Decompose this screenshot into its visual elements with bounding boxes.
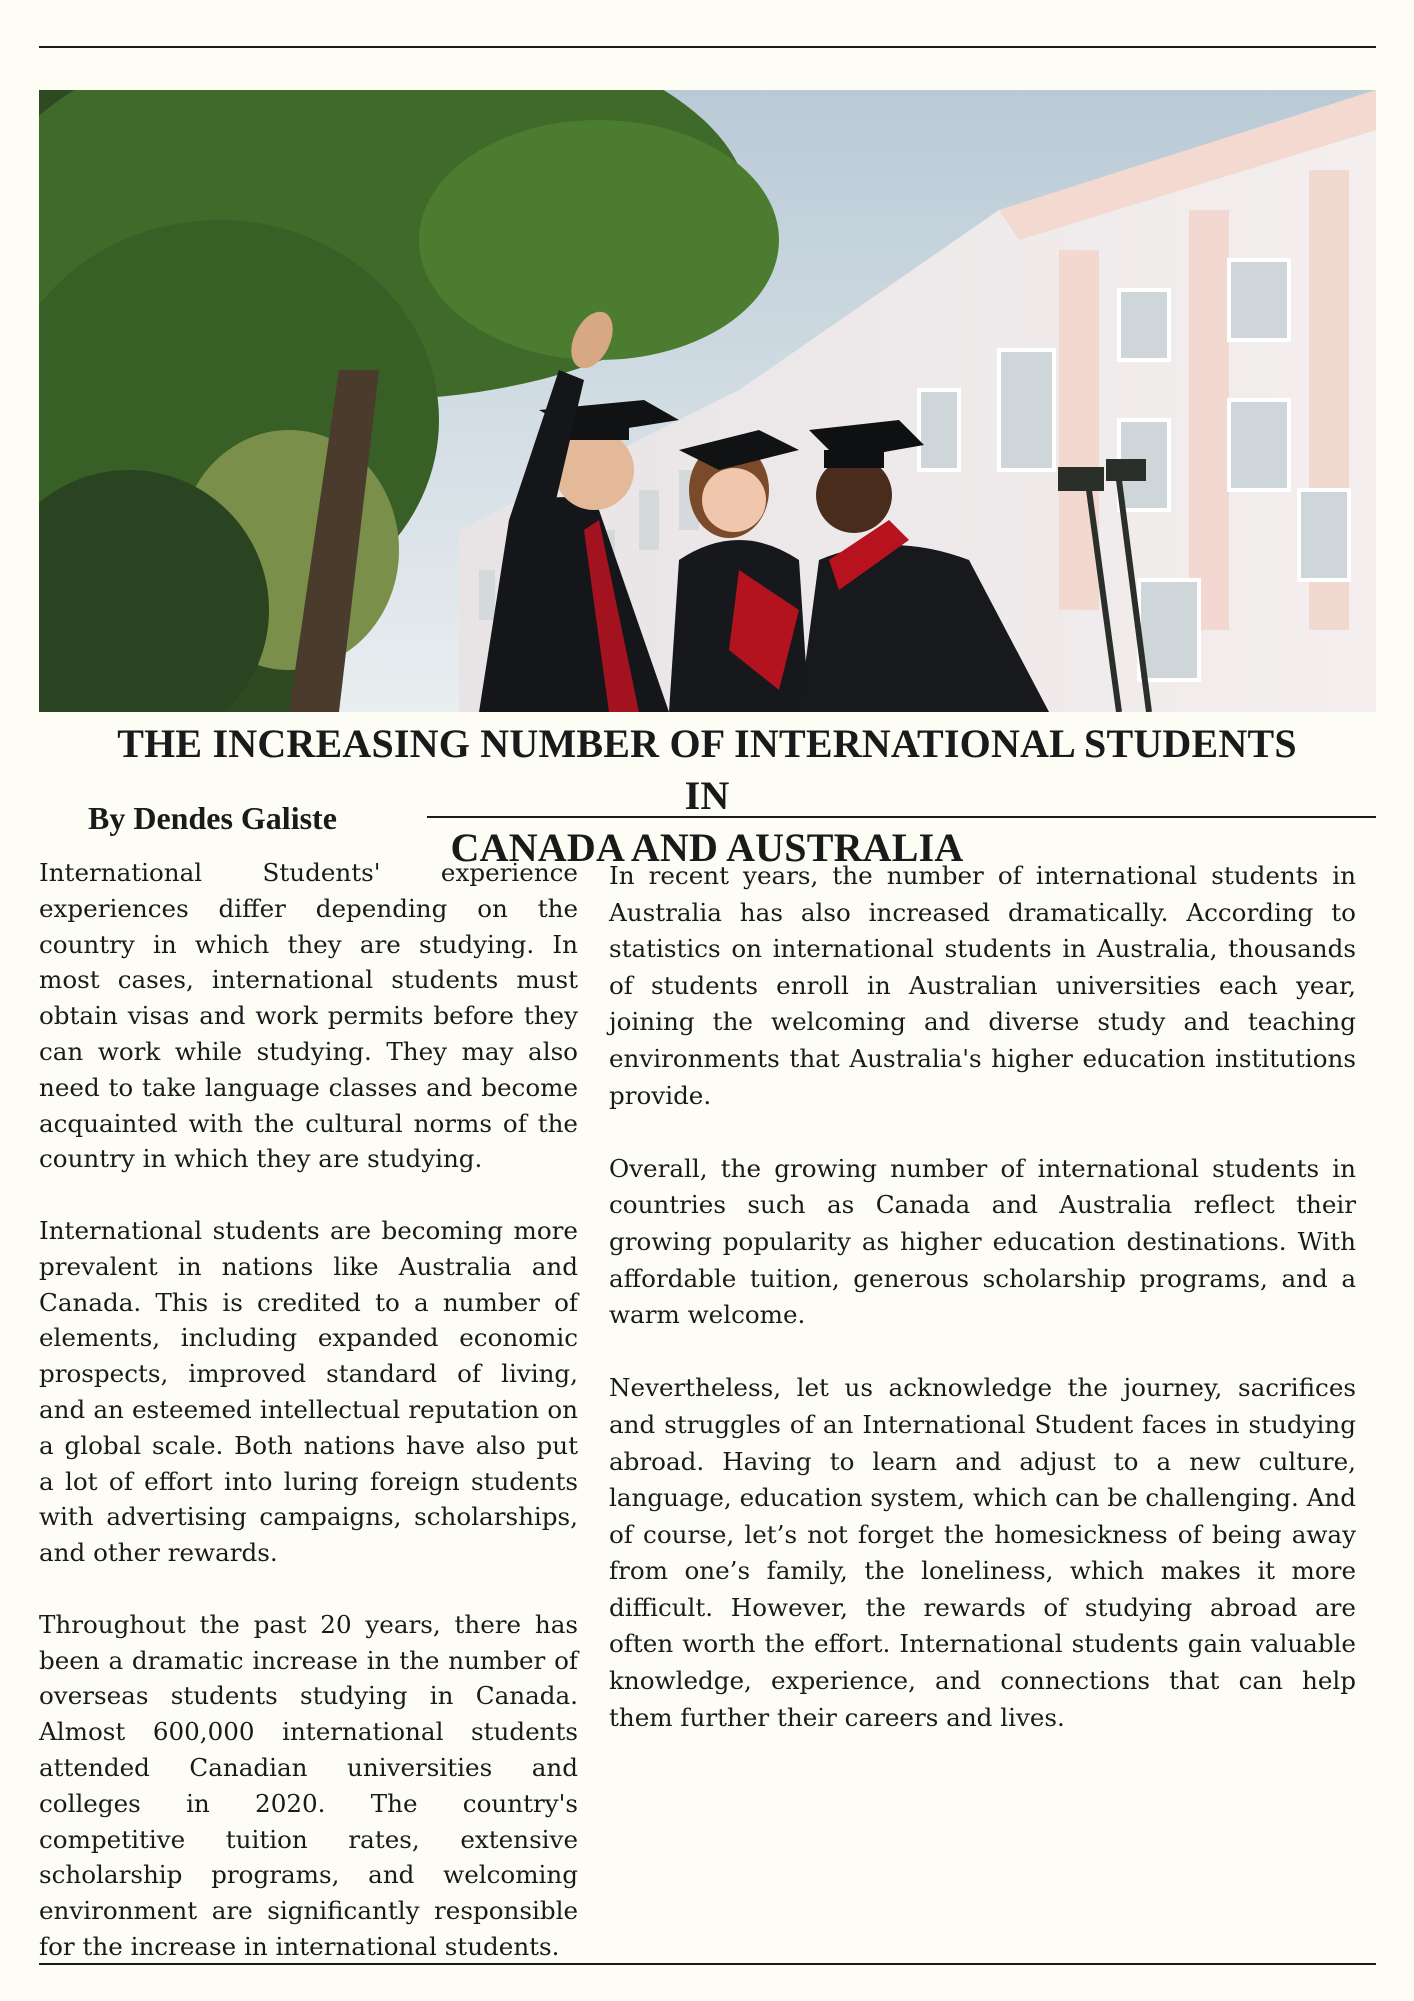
- paragraph: International Students' experience experiences differ depending on the country in which they are studying. In most cases, international students must obtain visas and work permits before they can work while studying. They may also need to take language classes and become acquainted with the cultural norms of the country in which they are studying.: [39, 858, 578, 1174]
- top-divider: [39, 46, 1376, 48]
- paragraph: International students are becoming more prevalent in nations like Australia and Canada. This is credited to a number of elements, including expanded economic prospects, improved standard of living, and an esteemed intellectual reputation on a global scale. Both nations have also put a lot of effort into luring foreign students with advertising campaigns, scholarships, and other rewards.: [39, 1215, 578, 1568]
- paragraph: Overall, the growing number of international students in countries such as Canada and Australia reflect their growing popularity as higher education destinations. With affordable tuition, generous scholarship programs, and a warm welcome.: [609, 1153, 1356, 1330]
- byline-divider: [427, 816, 1376, 818]
- paragraph: Throughout the past 20 years, there has been a dramatic increase in the number of overseas students studying in Canada. Almost 600,000 international students attended Canadian universities and colleges in 2020. The country's competitive tuition rates, extensive scholarship programs, and welcoming environment are significantly responsible for the increase in international students.: [39, 1609, 578, 1961]
- article-title-line-2: CANADA AND AUSTRALIA: [450, 825, 964, 870]
- paragraph: Nevertheless, let us acknowledge the journey, sacrifices and struggles of an International Student faces in studying abroad. Having to learn and adjust to a new culture, language, education system, which can be challenging. And of course, let’s not forget the homesickness of being away from one’s family, the loneliness, which makes it more difficult. However, the rewards of studying abroad are often worth the effort. International students gain valuable knowledge, experience, and connections that can help them further their careers and lives.: [609, 1373, 1356, 1732]
- left-column: [39, 855, 578, 2001]
- right-column: [609, 858, 1356, 1773]
- hero-image: [39, 90, 1376, 712]
- article-byline: By Dendes Galiste: [88, 800, 337, 836]
- graduates-selfie-photo-icon: [39, 90, 1376, 712]
- paragraph: In recent years, the number of international students in Australia has also increased dramatically. According to statistics on international students in Australia, thousands of students enroll in Australian universities each year, joining the welcoming and diverse study and teaching environments that Australia's higher education institutions provide.: [609, 861, 1356, 1110]
- bottom-divider: [39, 1963, 1376, 1965]
- article-title-line-1: THE INCREASING NUMBER OF INTERNATIONAL STUDENTS IN: [117, 721, 1297, 818]
